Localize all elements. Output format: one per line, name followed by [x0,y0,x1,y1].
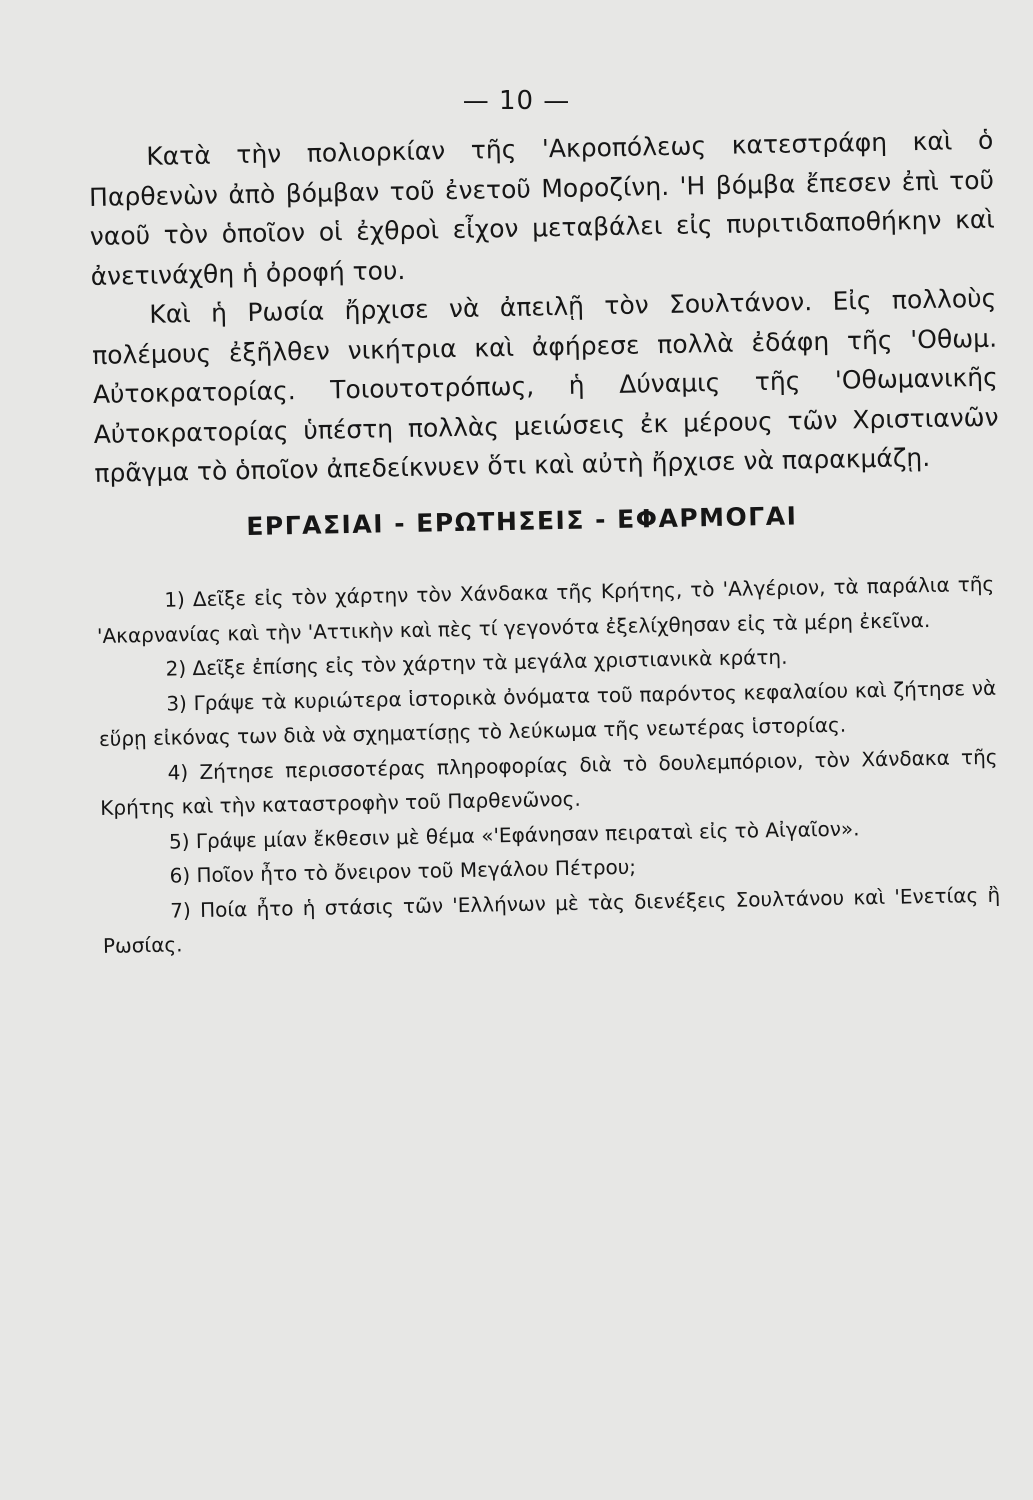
exercise-item: 3) Γράψε τὰ κυριώτερα ἱστορικὰ ὀνόματα τοῦ παρόντος κεφαλαίου καὶ ζήτησε νὰ εὕρῃ εἰκόνας των διὰ νὰ σχηματίσῃς τὸ λεύκωμα τῆς νεωτέρας ἱστορίας. [98,675,997,751]
exercise-item: 5) Γράψε μίαν ἔκθεσιν μὲ θέμα «'Εφάνησαν πειραταὶ εἰς τὸ Αἰγαῖον». [168,815,860,854]
section-heading: ΕΡΓΑΣΙΑΙ - ΕΡΩΤΗΣΕΙΣ - ΕΦΑΡΜΟΓΑΙ [246,501,798,541]
paragraph-russia: Καὶ ἡ Ρωσία ἤρχισε νὰ ἀπειλῇ τὸν Σουλτάνον. Εἰς πολλοὺς πολέμους ἐξῆλθεν νικήτρια καὶ ἀφήρεσε πολλὰ ἐδάφη τῆς 'Οθωμ. Αὐτοκρατορίας. Τοιουτοτρόπως, ἡ Δύναμις τῆς 'Οθωμανικῆς Αὐτοκρατορίας ὑπέστη πολλὰς μειώσεις ἐκ μέρους τῶν Χριστιανῶν πρᾶγμα τὸ ὁποῖον ἀπεδείκνυεν ὅτι καὶ αὐτὴ ἤρχισε νὰ παρακμάζῃ. [91,283,999,488]
exercise-list [96,567,1001,964]
body-text [88,121,1000,494]
paragraph-parthenon: Κατὰ τὴν πολιορκίαν τῆς 'Ακροπόλεως κατεστράφη καὶ ὁ Παρθενὼν ἀπὸ βόμβαν τοῦ ἐνετοῦ Μοροζίνη. 'Η βόμβα ἔπεσεν ἐπὶ τοῦ ναοῦ τὸν ὁποῖον οἱ ἐχθροὶ εἶχον μεταβάλει εἰς πυριτιδαποθήκην καὶ ἀνετινάχθη ἡ ὀροφή του. [88,125,996,291]
exercise-item: 1) Δεῖξε εἰς τὸν χάρτην τὸν Χάνδακα τῆς Κρήτης, τὸ 'Αλγέριον, τὰ παράλια τῆς 'Ακαρνανίας καὶ τὴν 'Αττικὴν καὶ πὲς τί γεγονότα ἐξελίχθησαν εἰς τὰ μέρη ἐκεῖνα. [96,571,995,648]
exercise-item: 2) Δεῖξε ἐπίσης εἰς τὸν χάρτην τὰ μεγάλα χριστιανικὰ κράτη. [165,644,788,681]
exercise-item: 4) Ζήτησε περισσοτέρας πληροφορίας διὰ τὸ δουλεμπόριον, τὸν Χάνδακα τῆς Κρήτης καὶ τὴν καταστροφὴν τοῦ Παρθενῶνος. [100,744,998,820]
page-number: — 10 — [462,86,571,116]
exercise-item: 6) Ποῖον ἦτο τὸ ὄνειρον τοῦ Μεγάλου Πέτρου; [169,854,637,888]
exercise-item: 7) Ποία ἦτο ἡ στάσις τῶν 'Ελλήνων μὲ τὰς διενέξεις Σουλτάνου καὶ 'Ενετίας ἢ Ρωσίας. [102,882,1001,958]
